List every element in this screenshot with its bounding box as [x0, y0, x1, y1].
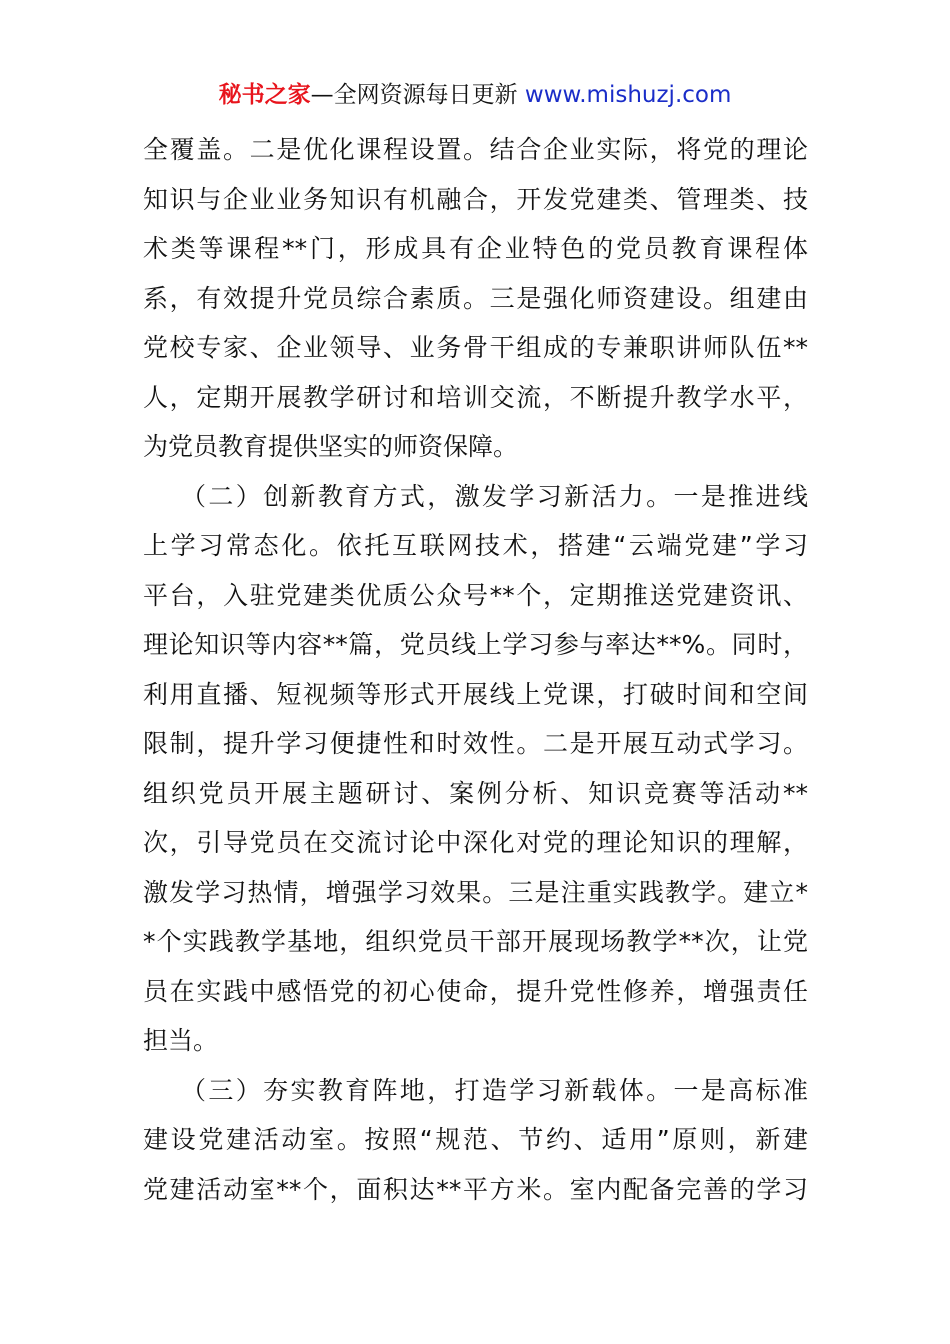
body-text — [143, 125, 808, 1214]
header-slogan: —全网资源每日更新 — [310, 82, 525, 108]
text-line: 党建活动室**个，面积达**平方米。室内配备完善的学习 — [143, 1174, 808, 1204]
text-line: 系，有效提升党员综合素质。三是强化师资建设。组建由 — [143, 283, 808, 313]
text-line: （三）夯实教育阵地，打造学习新载体。一是高标准 — [181, 1075, 808, 1105]
text-line: （二）创新教育方式，激发学习新活力。一是推进线 — [181, 481, 808, 511]
text-line: 全覆盖。二是优化课程设置。结合企业实际，将党的理论 — [143, 135, 808, 164]
text-line: 知识与企业业务知识有机融合，开发党建类、管理类、技 — [143, 184, 808, 214]
text-line: 激发学习热情，增强学习效果。三是注重实践教学。建立* — [143, 877, 808, 907]
text-line: 担当。 — [143, 1026, 219, 1055]
text-line: *个实践教学基地，组织党员干部开展现场教学**次，让党 — [143, 927, 808, 956]
text-line: 限制，提升学习便捷性和时效性。二是开展互动式学习。 — [143, 729, 808, 758]
text-line: 理论知识等内容**篇，党员线上学习参与率达**%。同时， — [143, 630, 808, 659]
text-line: 组织党员开展主题研讨、案例分析、知识竞赛等活动** — [143, 778, 808, 808]
site-url-link[interactable]: www.mishuzj.com — [524, 82, 732, 108]
text-line: 次，引导党员在交流讨论中深化对党的理论知识的理解， — [143, 828, 808, 857]
text-line: 利用直播、短视频等形式开展线上党课，打破时间和空间 — [143, 679, 808, 709]
brand-name: 秘书之家 — [218, 82, 311, 108]
text-line: 建设党建活动室。按照“规范、节约、适用”原则，新建 — [143, 1125, 808, 1154]
text-line: 员在实践中感悟党的初心使命，提升党性修养，增强责任 — [143, 976, 808, 1006]
text-line: 上学习常态化。依托互联网技术，搭建“云端党建”学习 — [143, 531, 808, 560]
site-header — [0, 78, 950, 112]
text-line: 党校专家、企业领导、业务骨干组成的专兼职讲师队伍** — [143, 333, 808, 362]
text-line: 术类等课程**门，形成具有企业特色的党员教育课程体 — [143, 234, 808, 263]
text-line: 人，定期开展教学研讨和培训交流，不断提升教学水平， — [143, 382, 808, 412]
text-line: 平台，入驻党建类优质公众号**个，定期推送党建资讯、 — [143, 580, 808, 610]
text-line: 为党员教育提供坚实的师资保障。 — [143, 432, 519, 461]
